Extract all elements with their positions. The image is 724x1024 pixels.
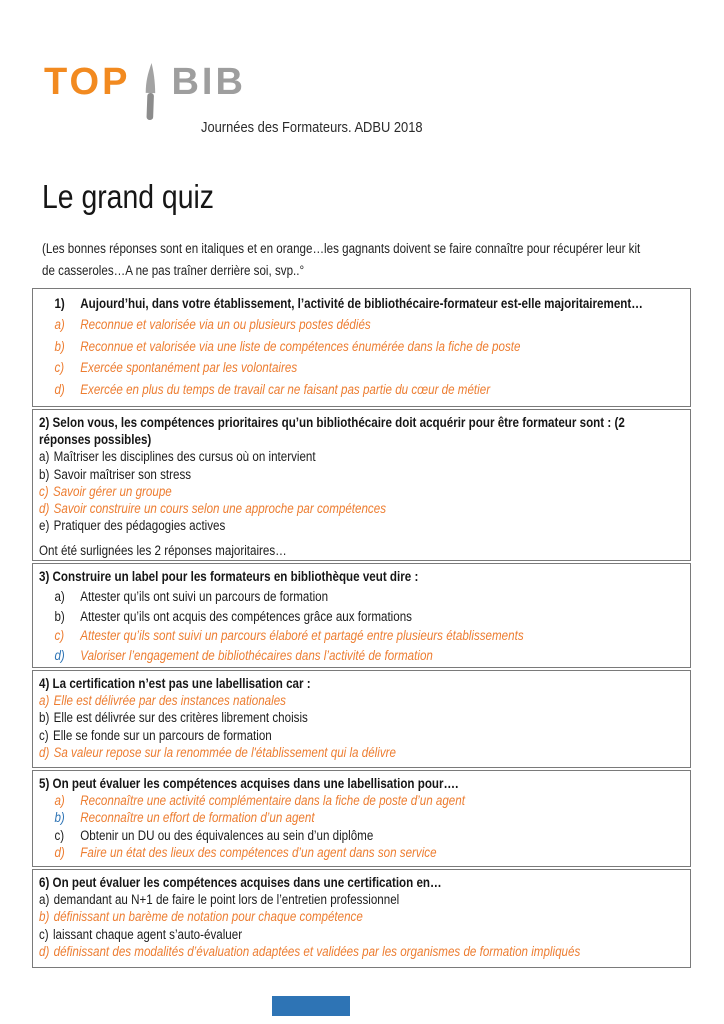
question-box-5 xyxy=(32,770,691,867)
question-5-answer-a xyxy=(39,792,594,809)
question-2-answer-c xyxy=(39,483,594,500)
answer-letter: a) xyxy=(39,693,50,709)
question-1-heading-text: Aujourd’hui, dans votre établissement, l’activité de bibliothécaire-formateur est-elle majoritairement… xyxy=(80,296,643,311)
knife-icon xyxy=(137,62,165,125)
answer-letter: c) xyxy=(39,727,49,743)
question-6-answer-b xyxy=(39,908,594,925)
answer-text: Elle se fonde sur un parcours de formation xyxy=(52,727,272,743)
answer-text: Attester qu’ils sont suivi un parcours élaboré et partagé entre plusieurs établissements xyxy=(80,628,524,644)
question-6-answer-c xyxy=(39,926,594,943)
answer-letter: c) xyxy=(54,628,65,644)
answer-text: Obtenir un DU ou des équivalences au sein d’un diplôme xyxy=(80,827,374,843)
question-2-answer-b xyxy=(39,466,594,483)
question-5-answer-c xyxy=(39,827,594,844)
question-4-answer-a xyxy=(39,692,594,709)
page-title: Le grand quiz xyxy=(42,178,214,215)
question-box-3 xyxy=(32,563,691,668)
page-bottom-blue-bar xyxy=(272,996,350,1016)
answer-letter: c) xyxy=(54,827,65,843)
answer-text: Attester qu’ils ont suivi un parcours de formation xyxy=(80,588,329,604)
question-4-answer-b xyxy=(39,709,594,726)
answer-letter: c) xyxy=(39,483,49,499)
answer-text: Reconnue et valorisée via une liste de compétences énumérée dans la fiche de poste xyxy=(80,338,521,354)
question-4-answer-c xyxy=(39,727,594,744)
answer-text: Savoir maîtriser son stress xyxy=(53,466,192,482)
question-5-answer-b xyxy=(39,809,594,826)
answer-letter: a) xyxy=(39,892,50,908)
question-6-heading: 6) On peut évaluer les compétences acquises dans une certification en… xyxy=(39,875,442,890)
answer-text: Elle est délivrée sur des critères librement choisis xyxy=(53,710,308,726)
answer-letter: b) xyxy=(39,466,50,482)
question-2-heading: réponses possibles) xyxy=(39,432,152,448)
answer-text: définissant des modalités d’évaluation adaptées et validées par les organismes de formation impliqués xyxy=(53,943,581,959)
blank-line xyxy=(39,534,684,542)
question-2-answer-e xyxy=(39,517,594,534)
question-1-number: 1) xyxy=(54,296,65,311)
answer-text: définissant un barème de notation pour chaque compétence xyxy=(53,909,363,925)
answer-text: demandant au N+1 de faire le point lors de l’entretien professionnel xyxy=(53,892,400,908)
answer-letter: a) xyxy=(39,449,50,465)
question-box-1 xyxy=(32,288,691,407)
question-1-heading xyxy=(39,293,643,314)
question-3-heading: 3) Construire un label pour les formateurs en bibliothèque veut dire : xyxy=(39,569,419,584)
question-box-2 xyxy=(32,409,691,561)
answer-letter: a) xyxy=(54,588,65,604)
question-2-answer-a xyxy=(39,448,594,465)
answer-text: Pratiquer des pédagogies actives xyxy=(53,518,226,534)
intro-line-2: de casseroles…A ne pas traîner derrière soi, svp..° xyxy=(42,263,305,278)
answer-letter: b) xyxy=(54,338,65,354)
answer-letter: d) xyxy=(54,381,65,397)
intro-paragraph xyxy=(42,238,724,282)
answer-text: Elle est délivrée par des instances nationales xyxy=(53,693,286,709)
answer-letter: b) xyxy=(54,608,65,624)
answer-text: Savoir gérer un groupe xyxy=(52,483,172,499)
question-4-heading: 4) La certification n’est pas une labellisation car : xyxy=(39,676,311,691)
question-1-answer-a xyxy=(39,314,594,335)
question-6-answer-d xyxy=(39,943,594,960)
answer-text: Sa valeur repose sur la renommée de l'établissement qui la délivre xyxy=(53,744,396,760)
question-3-answer-d xyxy=(39,646,594,666)
answer-letter: d) xyxy=(39,943,50,959)
answer-letter: d) xyxy=(54,648,65,664)
question-1-answer-b xyxy=(39,336,594,357)
question-1-answer-d xyxy=(39,379,594,400)
answer-letter: a) xyxy=(54,317,65,333)
answer-text: Reconnue et valorisée via un ou plusieurs postes dédiés xyxy=(80,317,371,333)
answer-text: Exercée spontanément par les volontaires xyxy=(80,360,298,376)
event-subtitle: Journées des Formateurs. ADBU 2018 xyxy=(201,119,423,136)
question-4-answer-d xyxy=(39,744,594,761)
answer-letter: b) xyxy=(39,710,50,726)
question-6-answer-a xyxy=(39,891,594,908)
answer-letter: d) xyxy=(39,744,50,760)
question-5-answer-d xyxy=(39,844,594,861)
answer-letter: d) xyxy=(39,501,50,517)
question-3-answer-c xyxy=(39,626,594,646)
question-box-4 xyxy=(32,670,691,768)
answer-letter: d) xyxy=(54,844,65,860)
logo-text-bib: BIB xyxy=(171,61,246,103)
question-3-answer-b xyxy=(39,607,594,627)
question-2-note: Ont été surlignées les 2 réponses majoritaires… xyxy=(39,543,287,559)
question-2-heading: 2) Selon vous, les compétences prioritaires qu’un bibliothécaire doit acquérir pour être formateur sont : (2 xyxy=(39,415,625,430)
question-2-answer-d xyxy=(39,500,594,517)
answer-text: Reconnaître un effort de formation d’un agent xyxy=(80,810,315,826)
topbib-logo xyxy=(44,62,246,124)
answer-text: laissant chaque agent s’auto-évaluer xyxy=(52,926,243,942)
answer-text: Attester qu’ils ont acquis des compétences grâce aux formations xyxy=(80,608,412,624)
question-3-answer-a xyxy=(39,587,594,607)
answer-letter: c) xyxy=(39,926,49,942)
answer-letter: b) xyxy=(39,909,50,925)
intro-line-1: (Les bonnes réponses sont en italiques et en orange…les gagnants doivent se faire connaître pour récupérer leur kit xyxy=(42,241,641,256)
answer-letter: a) xyxy=(54,793,65,809)
answer-text: Savoir construire un cours selon une approche par compétences xyxy=(53,501,387,517)
answer-text: Reconnaître une activité complémentaire dans la fiche de poste d’un agent xyxy=(80,793,465,809)
logo-text-top: TOP xyxy=(44,61,131,103)
answer-letter: c) xyxy=(54,360,65,376)
answer-text: Faire un état des lieux des compétences d’un agent dans son service xyxy=(80,844,437,860)
answer-letter: b) xyxy=(54,810,65,826)
answer-letter: e) xyxy=(39,518,50,534)
answer-text: Exercée en plus du temps de travail car ne faisant pas partie du cœur de métier xyxy=(80,381,491,397)
answer-text: Maîtriser les disciplines des cursus où on intervient xyxy=(53,449,316,465)
quiz-boxes xyxy=(32,288,691,970)
question-5-heading: 5) On peut évaluer les compétences acquises dans une labellisation pour…. xyxy=(39,776,459,791)
question-box-6 xyxy=(32,869,691,968)
answer-text: Valoriser l’engagement de bibliothécaires dans l’activité de formation xyxy=(80,648,433,664)
question-1-answer-c xyxy=(39,357,594,378)
